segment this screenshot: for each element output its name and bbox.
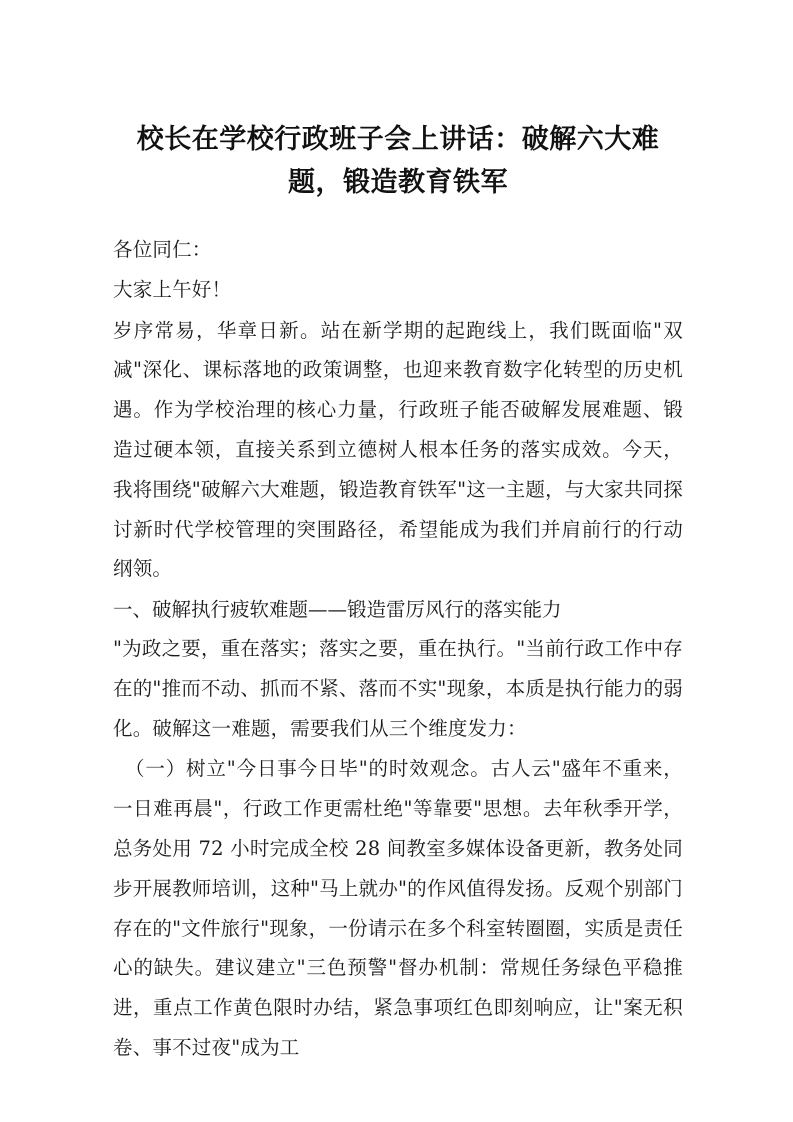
section-heading-one: 一、破解执行疲软难题——锻造雷厉风行的落实能力 [113,597,562,621]
document-body [113,230,683,1068]
intro-paragraph: 岁序常易，华章日新。站在新学期的起跑线上，我们既面临"双减"深化、课标落地的政策调整，也迎来教育数字化转型的历史机遇。作为学校治理的核心力量，行政班子能否破解发展难题、锻造过硬本领，直接关系到立德树人根本任务的落实成效。今天，我将围绕"破解六大难题，锻造教育铁军"这一主题，与大家共同探讨新时代学校管理的突围路径，希望能成为我们并肩前行的行动纲领。 [113,318,683,581]
subsection-one-paragraph: （一）树立"今日事今日毕"的时效观念。古人云"盛年不重来，一日难再晨"，行政工作更需杜绝"等靠要"思想。去年秋季开学，总务处用 72 小时完成全校 28 间教室多媒体设备更新，教务处同步开展教师培训，这种"马上就办"的作风值得发扬。反观个别部门存在的"文件旅行"现象，一份请示在多个科室转圈圈，实质是责任心的缺失。建议建立"三色预警"督办机制：常规任务绿色平稳推进，重点工作黄色限时办结，紧急事项红色即刻响应，让"案无积卷、事不过夜"成为工 [113,757,683,1059]
salutation: 各位同仁： [113,238,212,261]
page-title: 校长在学校行政班子会上讲话：破解六大难题，锻造教育铁军 [136,124,660,198]
section-one-lead-paragraph: "为政之要，重在落实；落实之要，重在执行。"当前行政工作中存在的"推而不动、抓而不紧、落而不实"现象，本质是执行能力的弱化。破解这一难题，需要我们从三个维度发力： [113,637,683,741]
greeting: 大家上午好！ [113,278,232,302]
